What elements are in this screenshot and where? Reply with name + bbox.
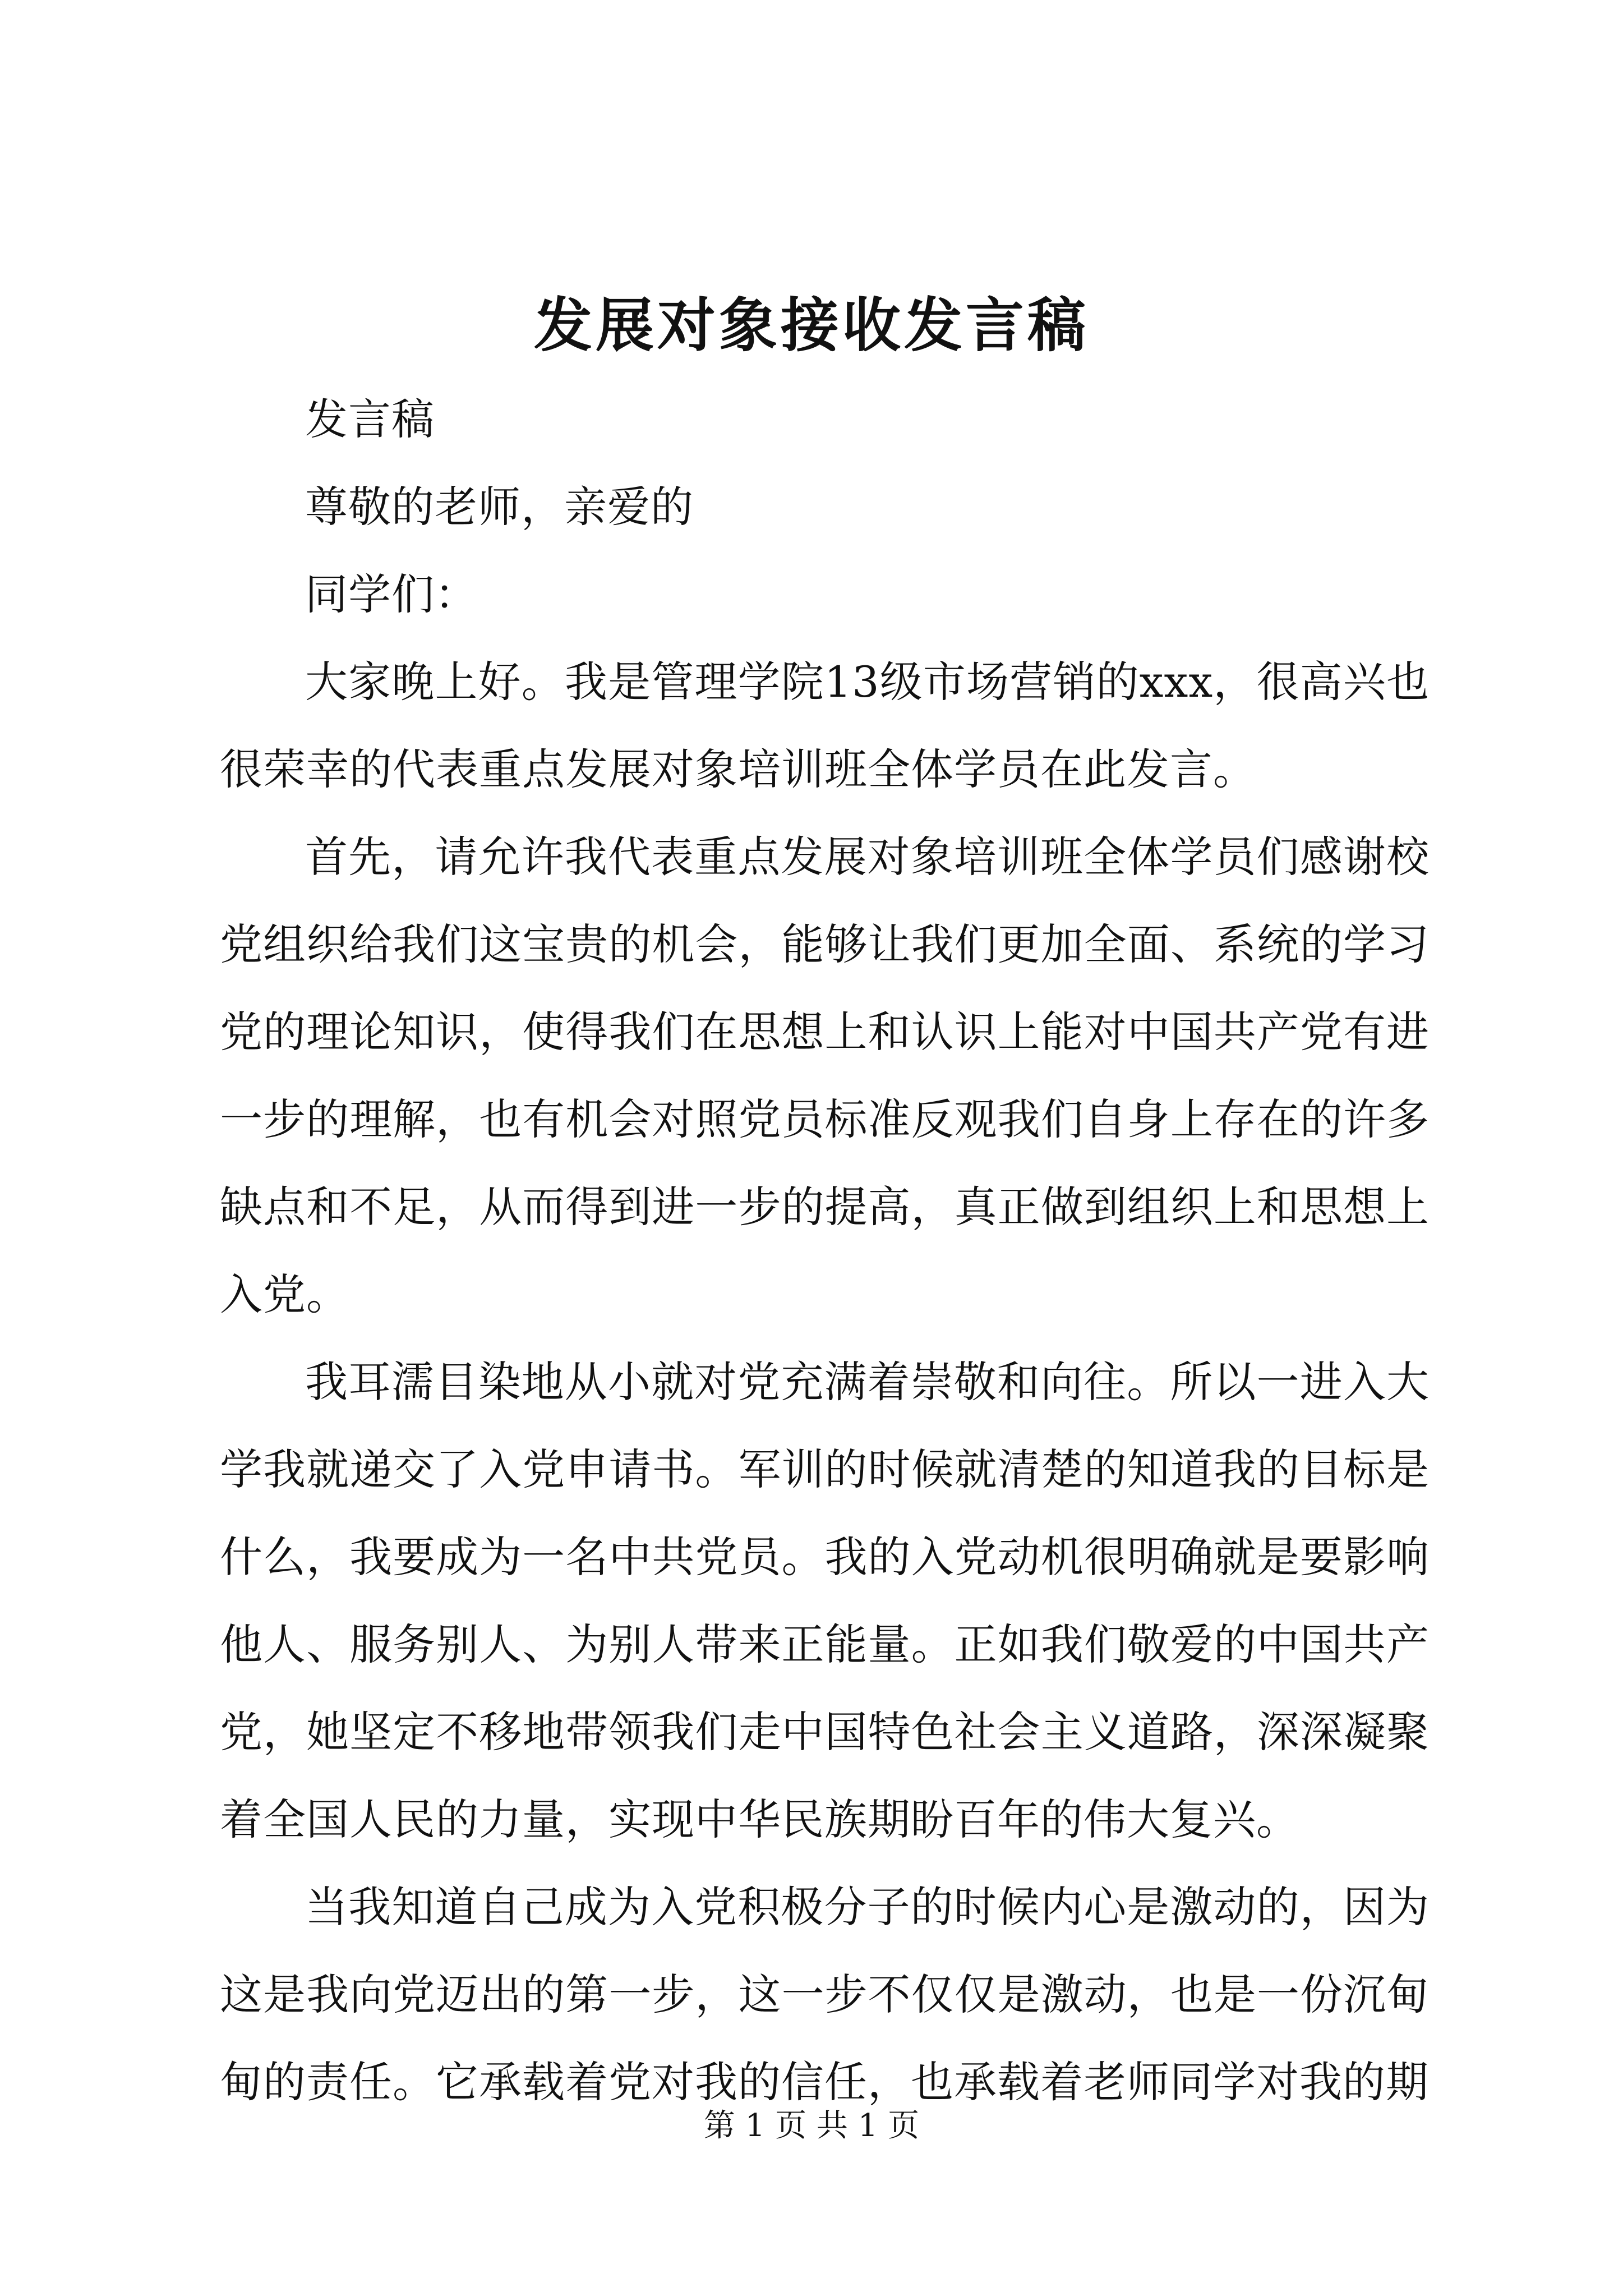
paragraph-salutation-2: 同学们：	[305, 569, 478, 619]
paragraph-motivation: 我耳濡目染地从小就对党充满着崇敬和向往。所以一进入大学我就递交了入党申请书。军训的时候就清楚的知道我的目标是什么，我要成为一名中共党员。我的入党动机很明确就是要影响他人、服务别人、为别人带来正能量。正如我们敬爱的中国共产党，她坚定不移地带领我们走中国特色社会主义道路，深深凝聚着全国人民的力量，实现中华民族期盼百年的伟大复兴。	[220, 1357, 1430, 1844]
page-number-footer: 第 1 页 共 1 页	[703, 2108, 920, 2144]
paragraph-thanks: 首先，请允许我代表重点发展对象培训班全体学员们感谢校党组织给我们这宝贵的机会，能够让我们更加全面、系统的学习党的理论知识，使得我们在思想上和认识上能对中国共产党有进一步的理解，也有机会对照党员标准反观我们自身上存在的许多缺点和不足，从而得到进一步的提高，真正做到组织上和思想上入党。	[220, 832, 1430, 1319]
document-body	[220, 376, 1430, 2126]
paragraph-heading: 发言稿	[305, 394, 435, 444]
paragraph-responsibility: 当我知道自己成为入党积极分子的时候内心是激动的，因为这是我向党迈出的第一步，这一步不仅仅是激动，也是一份沉甸甸的责任。它承载着党对我的信任，也承载着老师同学对我的期	[220, 1882, 1430, 2107]
paragraph-greeting: 大家晚上好。我是管理学院13级市场营销的xxx，很高兴也很荣幸的代表重点发展对象培训班全体学员在此发言。	[220, 657, 1430, 794]
paragraph-salutation-1: 尊敬的老师，亲爱的	[305, 482, 694, 532]
document-title: 发展对象接收发言稿	[533, 291, 1089, 360]
